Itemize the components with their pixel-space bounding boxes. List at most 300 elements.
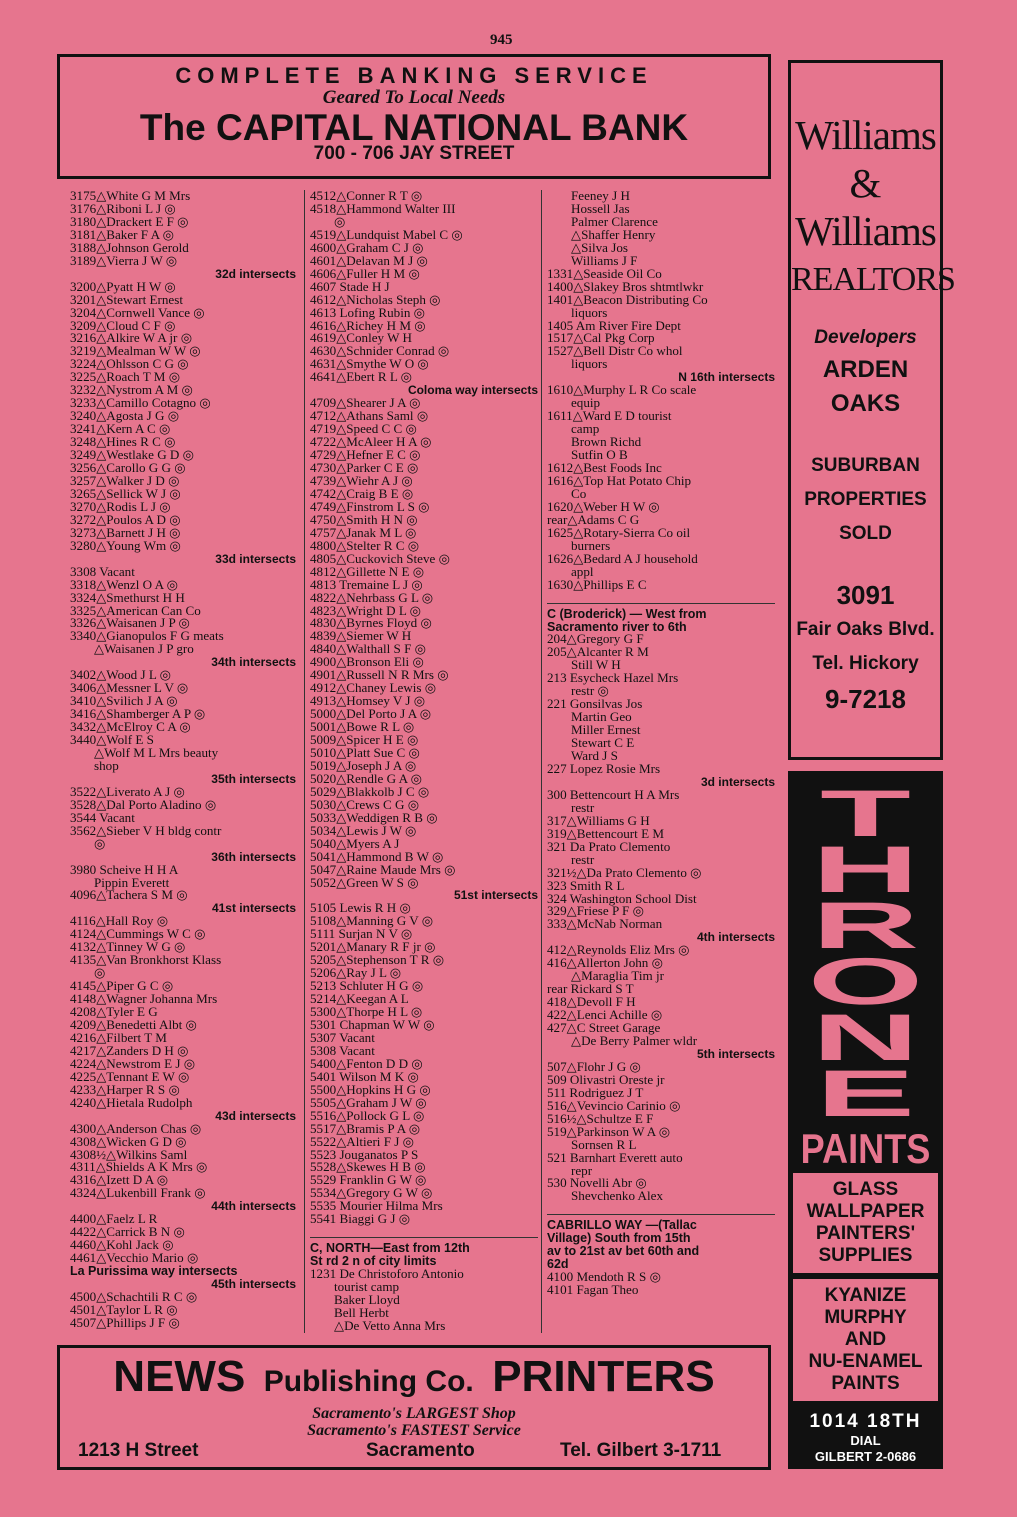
directory-entry: rear Rickard S T (547, 981, 634, 997)
directory-entry: Williams J F (571, 252, 638, 268)
directory-entry: camp (571, 421, 600, 437)
directory-entry: equip (571, 395, 601, 411)
directory-entry: 3432△McElroy C A ◎ (70, 719, 191, 735)
directory-entry: 317△Williams G H (547, 812, 650, 828)
directory-entry: 3325△American Can Co (70, 602, 201, 618)
directory-entry: 1517△Cal Pkg Corp (547, 330, 655, 346)
news-city: Sacramento (366, 1440, 475, 1461)
directory-entry: liquors (571, 356, 608, 372)
williams-ampersand: & (849, 160, 882, 206)
directory-entry: Feeney J H (571, 188, 630, 203)
page-number: 945 (490, 32, 513, 48)
directory-entry: 5529 Franklin G W ◎ (310, 1172, 427, 1188)
directory-entry: 1405 Am River Fire Dept (547, 317, 681, 333)
williams-realtors-ad (788, 60, 955, 760)
news-publishing-ad (57, 1345, 771, 1470)
directory-entry: burners (571, 537, 611, 553)
section-rule (547, 1201, 775, 1215)
directory-entry: 3562△Sieber V H bldg contr (70, 822, 222, 838)
cross-street-heading: 5th intersects (696, 1046, 775, 1061)
directory-entry: 521 Barnhart Everett auto (547, 1149, 683, 1165)
williams-tel-number: 9-7218 (825, 684, 906, 714)
directory-entry: 319△Bettencourt E M (547, 825, 664, 841)
throne-box-line: PAINTERS' (815, 1223, 916, 1244)
directory-entry: 4400△Faelz L R (70, 1211, 158, 1227)
directory-entry: 4233△Harper R S ◎ (70, 1081, 180, 1097)
directory-entry: △Maraglia Tim jr (571, 968, 664, 984)
directory-entry: 4132△Tinney W G ◎ (70, 939, 186, 955)
directory-entry: 4311△Shields A K Mrs ◎ (70, 1159, 208, 1175)
throne-paints-ad (788, 771, 943, 1469)
directory-entry: 3280△Young Wm ◎ (70, 537, 181, 553)
directory-entry: 4216△Filbert T M (70, 1029, 167, 1045)
directory-entry: 4739△Wiehr A J ◎ (310, 472, 413, 488)
directory-entry: 4300△Anderson Chas ◎ (70, 1120, 202, 1136)
cross-street-heading: 32d intersects (215, 266, 296, 281)
directory-entry: 5010△Platt Sue C ◎ (310, 744, 420, 760)
throne-letter: N (811, 1000, 920, 1074)
directory-entry: 4613 Lofing Rubin ◎ (310, 304, 426, 320)
directory-entry: 4461△Vecchio Mario ◎ (70, 1250, 199, 1266)
directory-entry: 5214△Keegan A L (310, 991, 409, 1007)
throne-box-line: MURPHY (824, 1307, 907, 1328)
throne-dial: DIAL (850, 1433, 881, 1448)
williams-developers: Developers (814, 327, 917, 348)
directory-entry: Palmer Clarence (571, 213, 658, 229)
directory-entry: 4619△Conley W H (310, 330, 412, 346)
directory-entry: 516½△Schultze E F (547, 1110, 654, 1126)
directory-entry: ◎ (94, 965, 106, 981)
directory-entry: Baker Lloyd (334, 1292, 400, 1308)
directory-entry: 4805△Cuckovich Steve ◎ (310, 550, 451, 566)
directory-entry: 5500△Hopkins H G ◎ (310, 1081, 431, 1097)
directory-entry: 1331△Seaside Oil Co (547, 265, 662, 281)
directory-entry: 227 Lopez Rosie Mrs (547, 760, 661, 776)
directory-entry: 3176△Riboni L J ◎ (70, 200, 176, 216)
directory-entry: 3440△Wolf E S (70, 732, 154, 748)
street-heading: Village) South from 15th (547, 1231, 691, 1246)
directory-entry: 4512△Conner R T ◎ (310, 188, 423, 203)
directory-entry: 516△Vevincio Carinio ◎ (547, 1097, 681, 1113)
directory-entry: 4507△Phillips J F ◎ (70, 1314, 180, 1330)
directory-entry: 509 Olivastri Oreste jr (547, 1071, 665, 1087)
directory-entry: 4500△Schachtili R C ◎ (70, 1289, 198, 1305)
directory-entry: 4900△Bronson Eli ◎ (310, 654, 424, 670)
news-address: 1213 H Street (78, 1440, 199, 1461)
directory-entry: 4729△Hefner E C ◎ (310, 447, 421, 463)
directory-entry: restr ◎ (571, 683, 609, 699)
directory-entry: 4631△Smythe W O ◎ (310, 356, 429, 372)
directory-column-1 (70, 190, 296, 1330)
throne-box-line: WALLPAPER (806, 1201, 925, 1222)
directory-entry: 3249△Westlake G D ◎ (70, 447, 195, 463)
directory-entry: Bell Herbt (334, 1305, 389, 1321)
directory-entry: 4209△Benedetti Albt ◎ (70, 1017, 197, 1032)
directory-entry: 213 Esycheck Hazel Mrs (547, 670, 679, 686)
directory-entry: 3180△Drackert E F ◎ (70, 213, 189, 229)
directory-entry: 3240△Agosta J G ◎ (70, 408, 180, 424)
directory-entry: 1231 De Christoforo Antonio (310, 1266, 464, 1282)
williams-tel: Tel. Hickory (812, 653, 919, 674)
directory-entry: △Waisanen J P gro (94, 641, 194, 657)
directory-entry: 5308 Vacant (310, 1042, 375, 1058)
directory-entry: 5300△Thorpe H L ◎ (310, 1004, 423, 1020)
directory-entry: 205△Alcanter R M (547, 644, 649, 660)
directory-entry: 221 Gonsilvas Jos (547, 696, 643, 712)
directory-entry: 3308 Vacant (70, 563, 135, 579)
directory-entry: 5201△Manary R F jr ◎ (310, 939, 436, 955)
directory-entry: 3273△Barnett J H ◎ (70, 524, 181, 540)
directory-entry: tourist camp (334, 1279, 400, 1295)
directory-entry: 3224△Ohlsson C G ◎ (70, 356, 189, 372)
directory-entry: 5400△Fenton D D ◎ (310, 1055, 423, 1071)
directory-entry: 3256△Carollo G G ◎ (70, 460, 186, 476)
directory-entry: 4719△Speed C C ◎ (310, 421, 417, 437)
directory-entry: 300 Bettencourt H A Mrs (547, 786, 680, 802)
directory-entry: 4630△Schnider Conrad ◎ (310, 343, 450, 359)
directory-entry: 5505△Graham J W ◎ (310, 1094, 427, 1110)
throne-box-line: GLASS (832, 1179, 899, 1200)
directory-entry: 3257△Walker J D ◎ (70, 472, 180, 488)
directory-entry: restr (571, 799, 595, 815)
directory-entry: 4812△Gillette N E ◎ (310, 563, 425, 579)
directory-entry: 4601△Delavan M J ◎ (310, 252, 428, 268)
news-word: NEWS (113, 1352, 246, 1401)
directory-entry: 5020△Rendle G A ◎ (310, 770, 423, 786)
cross-street-heading: 4th intersects (696, 930, 775, 945)
throne-phone: GILBERT 2-0686 (814, 1449, 917, 1464)
directory-entry: Pippin Everett (94, 874, 170, 890)
directory-entry: 4124△Cummings W C ◎ (70, 926, 206, 942)
directory-entry: 5516△Pollock G L ◎ (310, 1107, 425, 1123)
directory-entry: 4225△Tennant E W ◎ (70, 1068, 190, 1084)
williams-name-2: Williams (795, 208, 936, 254)
directory-entry: 4813 Tremaine L J ◎ (310, 576, 423, 592)
directory-entry: △De Berry Palmer wldr (571, 1033, 698, 1048)
directory-entry: 5019△Joseph J A ◎ (310, 757, 417, 773)
directory-entry: 4148△Wagner Johanna Mrs (70, 991, 218, 1007)
directory-entry: liquors (571, 304, 608, 320)
directory-entry: 507△Flohr J G ◎ (547, 1058, 641, 1074)
cross-street-heading: 35th intersects (211, 771, 296, 786)
cross-street-heading: 45th intersects (211, 1277, 296, 1292)
throne-footer (788, 1411, 943, 1465)
directory-entry: appl (571, 563, 594, 579)
throne-box-line: SUPPLIES (818, 1245, 913, 1266)
directory-entry: 1401△Beacon Distributing Co (547, 291, 708, 307)
directory-entry: 5030△Crews C G ◎ (310, 796, 420, 812)
directory-entry: 333△McNab Norman (547, 916, 663, 932)
directory-entry: △Wolf M L Mrs beauty (94, 744, 219, 760)
bank-ad-headline: COMPLETE BANKING SERVICE (175, 63, 653, 88)
directory-entry: 3204△Cornwell Vance ◎ (70, 304, 205, 320)
williams-address-street: Fair Oaks Blvd. (796, 619, 935, 640)
directory-entry: 5522△Altieri F J ◎ (310, 1133, 415, 1149)
directory-entry: 4116△Hall Roy ◎ (70, 913, 169, 929)
directory-entry: restr (571, 851, 595, 867)
cross-street-heading: Coloma way intersects (407, 383, 538, 398)
cross-street-heading: 36th intersects (211, 849, 296, 864)
throne-letter: R (811, 888, 920, 962)
bank-ad-name: The CAPITAL NATIONAL BANK (139, 107, 689, 148)
directory-entry: 3233△Camillo Cotagno ◎ (70, 395, 211, 411)
directory-entry: 3324△Smethurst H H (70, 589, 185, 605)
directory-entry: 519△Parkinson W A ◎ (547, 1123, 671, 1139)
directory-entry: 1527△Bell Distr Co whol (547, 343, 683, 359)
directory-entry: 4641△Ebert R L ◎ (310, 369, 413, 385)
directory-entry: 4830△Byrnes Floyd ◎ (310, 615, 432, 631)
directory-entry: 4840△Walthall S F ◎ (310, 641, 427, 657)
directory-entry: 4722△McAleer H A ◎ (310, 434, 432, 450)
directory-entry: 4606△Fuller H M ◎ (310, 265, 420, 281)
directory-entry: 3181△Baker F A ◎ (70, 226, 175, 242)
directory-entry: 3522△Liverato A J ◎ (70, 783, 185, 799)
directory-entry: 5105 Lewis R H ◎ (310, 900, 411, 916)
directory-entry: 5206△Ray J L ◎ (310, 965, 402, 981)
directory-entry: 4712△Athans Saml ◎ (310, 408, 429, 424)
column-divider (304, 190, 305, 1333)
williams-sold: SOLD (839, 523, 892, 544)
directory-entry: 321½△Da Prato Clemento ◎ (547, 864, 702, 880)
directory-entry: 3241△Kern A C ◎ (70, 421, 171, 437)
directory-entry: 5033△Weddigen R B ◎ (310, 809, 438, 825)
news-tel: Tel. Gilbert 3-1711 (560, 1440, 722, 1461)
directory-entry: 4600△Graham C J ◎ (310, 239, 424, 255)
directory-entry: 4519△Lundquist Mabel C ◎ (310, 226, 463, 242)
directory-entry: 5001△Bowe R L ◎ (310, 719, 415, 735)
directory-entry: 4422△Carrick B N ◎ (70, 1224, 185, 1240)
directory-entry: 3175△White G M Mrs (70, 188, 191, 203)
directory-entry: 4208△Tyler E G (70, 1004, 158, 1020)
directory-entry: △De Vetto Anna Mrs (334, 1317, 446, 1333)
directory-entry: 3402△Wood J L ◎ (70, 667, 172, 683)
throne-address: 1014 18TH (809, 1411, 922, 1432)
street-heading: CABRILLO WAY —(Tallac (547, 1218, 697, 1233)
directory-entry: Sutfin O B (571, 447, 628, 463)
directory-entry: 4749△Finstrom L S ◎ (310, 498, 430, 514)
directory-entry: 5523 Jouganatos P S (310, 1146, 419, 1162)
directory-entry: 4822△Nehrbass G L ◎ (310, 589, 434, 605)
directory-entry: 1620△Weber H W ◎ (547, 498, 660, 514)
directory-entry: 3225△Roach T M ◎ (70, 369, 181, 385)
directory-entry: 418△Devoll F H (547, 994, 636, 1010)
directory-entry: 4612△Nicholas Steph ◎ (310, 291, 441, 307)
street-heading: C, NORTH—East from 12th (310, 1241, 470, 1256)
cross-street-heading: 3d intersects (700, 774, 775, 789)
directory-entry: 422△Lenci Achille ◎ (547, 1007, 663, 1023)
section-rule (547, 590, 775, 604)
throne-letter: H (811, 832, 920, 906)
directory-entry: 5040△Myers A J (310, 835, 400, 851)
williams-suburban: SUBURBAN (811, 455, 920, 476)
directory-entry: 4324△Lukenbill Frank ◎ (70, 1185, 206, 1201)
directory-entry: Shevchenko Alex (571, 1188, 664, 1204)
directory-entry: 5034△Lewis J W ◎ (310, 822, 417, 838)
directory-entry: 1626△Bedard A J household (547, 550, 698, 566)
directory-entry: 5534△Gregory G W ◎ (310, 1185, 433, 1201)
directory-entry: 4316△Izett D A ◎ (70, 1172, 169, 1188)
directory-entry: 3200△Pyatt H W ◎ (70, 278, 176, 294)
directory-entry: 4224△Newstrom E J ◎ (70, 1055, 196, 1071)
directory-column-3 (547, 190, 775, 1297)
directory-entry: 4912△Chaney Lewis ◎ (310, 680, 437, 696)
directory-entry: 323 Smith R L (547, 877, 625, 893)
cross-street-heading: 51st intersects (453, 888, 538, 903)
directory-entry: Sornsen R L (571, 1136, 637, 1152)
directory-entry: 4607 Stade H J (310, 278, 390, 294)
directory-entry: 4101 Fagan Theo (547, 1282, 639, 1298)
directory-entry: 3232△Nystrom A M ◎ (70, 382, 193, 398)
directory-entry: 5047△Raine Maude Mrs ◎ (310, 861, 456, 877)
directory-entry: Ward J S (571, 748, 618, 764)
directory-entry: 3980 Scheive H H A (70, 861, 179, 877)
directory-entry: 4501△Taylor L R ◎ (70, 1301, 178, 1317)
directory-entry: repr (571, 1162, 593, 1178)
throne-letter: E (815, 1056, 916, 1130)
directory-entry: Hossell Jas (571, 200, 630, 216)
news-headline (60, 1352, 768, 1402)
directory-entry: 3406△Messner L V ◎ (70, 680, 189, 696)
directory-entry: 511 Rodriguez J T (547, 1084, 644, 1100)
directory-entry: ◎ (334, 213, 346, 229)
directory-entry: 3189△Vierra J W ◎ (70, 252, 178, 268)
directory-entry: 4730△Parker C E ◎ (310, 460, 419, 476)
directory-entry: 4823△Wright D L ◎ (310, 602, 422, 618)
directory-entry: 5528△Skewes H B ◎ (310, 1159, 426, 1175)
directory-entry: 4518△Hammond Walter III (310, 200, 456, 216)
directory-entry: 530 Novelli Abr ◎ (547, 1175, 647, 1191)
directory-entry: △Shaffer Henry (571, 226, 656, 242)
bank-ad-tagline: Geared To Local Needs (322, 87, 506, 108)
news-printers: PRINTERS (492, 1352, 715, 1401)
directory-entry: 3248△Hines R C ◎ (70, 434, 176, 450)
throne-box-line: PAINTS (831, 1373, 900, 1394)
williams-name-1: Williams (795, 112, 936, 158)
directory-entry: 4839△Siemer W H (310, 628, 412, 644)
directory-entry: 3326△Waisanen J P ◎ (70, 615, 190, 631)
news-tagline-1: Sacramento's LARGEST Shop (312, 1405, 516, 1422)
directory-entry: 5009△Spicer H E ◎ (310, 732, 419, 748)
directory-entry: 5000△Del Porto J A ◎ (310, 706, 432, 722)
directory-entry: 5108△Manning G V ◎ (310, 913, 434, 929)
directory-entry: Still W H (571, 657, 621, 673)
directory-entry: 3272△Poulos A D ◎ (70, 511, 181, 527)
news-tagline-2: Sacramento's FASTEST Service (307, 1422, 521, 1439)
directory-entry: △Silva Jos (571, 239, 628, 255)
directory-entry: 1625△Rotary-Sierra Co oil (547, 524, 691, 540)
cross-street-heading: N 16th intersects (678, 370, 775, 385)
directory-entry: 3270△Rodis L J ◎ (70, 498, 171, 514)
directory-entry: 4901△Russell N R Mrs ◎ (310, 667, 449, 683)
throne-letter: O (807, 944, 924, 1018)
directory-entry: Stewart C E (571, 735, 635, 751)
directory-entry: Brown Richd (571, 434, 642, 450)
directory-entry: 3219△Mealman W W ◎ (70, 343, 201, 359)
williams-oaks: OAKS (830, 390, 901, 417)
capital-national-bank-ad (57, 54, 771, 179)
column-divider (541, 190, 542, 1333)
directory-entry: 3340△Gianopulos F G meats (70, 628, 224, 644)
directory-entry: 4135△Van Bronkhorst Klass (70, 952, 222, 968)
directory-entry: 1630△Phillips E C (547, 576, 647, 592)
cross-street-heading: 34th intersects (211, 655, 296, 670)
directory-entry: 3216△Alkire W A jr ◎ (70, 330, 193, 346)
section-rule (310, 1224, 538, 1238)
street-heading: 62d (547, 1257, 569, 1272)
directory-entry: 1400△Slakey Bros shtmtlwkr (547, 278, 704, 294)
directory-entry: 3265△Sellick W J ◎ (70, 485, 181, 501)
directory-entry: 3416△Shamberger A P ◎ (70, 706, 206, 722)
throne-brands-box (793, 1279, 938, 1401)
directory-entry: Miller Ernest (571, 722, 641, 738)
directory-entry: 3188△Johnson Gerold (70, 239, 189, 255)
directory-entry: 4616△Richey H M ◎ (310, 317, 426, 333)
street-heading: St rd 2 n of city limits (310, 1254, 437, 1269)
directory-entry: 416△Allerton John ◎ (547, 955, 664, 971)
directory-entry: 4100 Mendoth R S ◎ (547, 1269, 662, 1285)
directory-entry: 3201△Stewart Ernest (70, 291, 183, 307)
williams-arden: ARDEN (822, 356, 909, 383)
cross-street-heading: 43d intersects (215, 1108, 296, 1123)
directory-entry: 4217△Zanders D H ◎ (70, 1042, 189, 1058)
directory-entry: 5401 Wilson M K ◎ (310, 1068, 419, 1084)
street-heading: C (Broderick) — West from (547, 606, 707, 621)
directory-entry: 5535 Mourier Hilma Mrs (310, 1198, 443, 1214)
directory-entry: 3528△Dal Porto Aladino ◎ (70, 796, 217, 812)
directory-entry: 4757△Janak M L ◎ (310, 524, 417, 540)
directory-entry: 3544 Vacant (70, 809, 135, 825)
directory-entry: 4145△Piper G C ◎ (70, 978, 174, 994)
directory-entry: 321 Da Prato Clemento (547, 838, 671, 854)
williams-realtors: REALTORS (791, 261, 955, 298)
street-heading: La Purissima way intersects (70, 1264, 238, 1279)
directory-entry: 4096△Tachera S M ◎ (70, 887, 188, 903)
throne-supplies-box (793, 1173, 938, 1273)
directory-entry: 204△Gregory G F (547, 631, 644, 647)
directory-entry: 4240△Hietala Rudolph (70, 1094, 193, 1110)
directory-entry: 5517△Bramis P A ◎ (310, 1120, 421, 1136)
directory-entry: 4742△Craig B E ◎ (310, 485, 414, 501)
cross-street-heading: 33d intersects (215, 551, 296, 566)
directory-entry: 5041△Hammond B W ◎ (310, 848, 444, 864)
directory-entry: Co (571, 485, 587, 501)
directory-entry: 5301 Chapman W W ◎ (310, 1017, 435, 1032)
directory-entry: 3318△Wenzl O A ◎ (70, 576, 179, 592)
directory-entry: 3209△Cloud C F ◎ (70, 317, 176, 333)
directory-entry: 5052△Green W S ◎ (310, 874, 419, 890)
directory-entry: rear△Adams C G (547, 511, 640, 527)
directory-entry: 4800△Stelter R C ◎ (310, 537, 420, 553)
throne-letters (788, 771, 943, 1130)
directory-entry: 324 Washington School Dist (547, 890, 697, 906)
throne-box-line: AND (844, 1329, 887, 1350)
news-publishing: Publishing Co. (263, 1365, 474, 1398)
directory-entry: 4709△Shearer J A ◎ (310, 395, 421, 411)
directory-entry: 3410△Svilich J A ◎ (70, 693, 178, 709)
directory-entry: 4750△Smith H N ◎ (310, 511, 418, 527)
directory-entry: 4308½△Wilkins Saml (70, 1146, 188, 1162)
directory-entry: shop (94, 757, 119, 773)
directory-entry: 1610△Murphy L R Co scale (547, 382, 697, 398)
directory-entry: 412△Reynolds Eliz Mrs ◎ (547, 942, 690, 958)
directory-entry: Martin Geo (571, 709, 632, 725)
directory-entry: 5307 Vacant (310, 1029, 375, 1045)
cross-street-heading: 41st intersects (211, 901, 296, 916)
directory-entry: 1612△Best Foods Inc (547, 460, 662, 476)
directory-entry: 4308△Wicken G D ◎ (70, 1133, 187, 1149)
throne-letter: T (820, 776, 911, 850)
directory-entry: 5029△Blakkolb J C ◎ (310, 783, 430, 799)
